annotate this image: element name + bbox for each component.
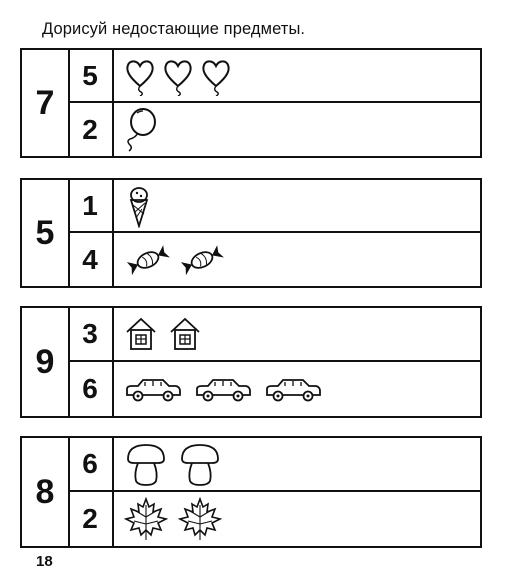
block-total: 8	[22, 438, 70, 546]
row-count: 4	[68, 233, 114, 286]
task-block-2	[20, 178, 482, 288]
row-count: 5	[68, 50, 114, 101]
row-count: 2	[68, 492, 114, 546]
row-items[interactable]	[124, 50, 232, 101]
mushroom-icon	[178, 441, 222, 487]
row-count: 1	[68, 180, 114, 231]
task-row	[68, 438, 480, 492]
task-block-1	[20, 48, 482, 158]
maple-leaf-icon	[178, 497, 222, 541]
row-items[interactable]	[124, 492, 222, 546]
task-row	[68, 308, 480, 362]
task-row	[68, 233, 480, 286]
heart-balloon-icon	[200, 56, 232, 96]
block-total: 7	[22, 50, 70, 156]
row-items[interactable]	[124, 180, 154, 231]
house-icon	[124, 316, 158, 352]
mushroom-icon	[124, 441, 168, 487]
row-count: 3	[68, 308, 114, 360]
maple-leaf-icon	[124, 497, 168, 541]
block-total: 5	[22, 180, 70, 286]
page-number: 18	[36, 553, 53, 570]
task-row	[68, 492, 480, 546]
block-total: 9	[22, 308, 70, 416]
task-block-4	[20, 436, 482, 548]
round-balloon-icon	[124, 107, 158, 153]
row-items[interactable]	[124, 438, 222, 490]
row-count: 2	[68, 103, 114, 156]
worksheet-title: Дорисуй недостающие предметы.	[42, 20, 306, 38]
heart-balloon-icon	[124, 56, 156, 96]
car-icon	[194, 375, 252, 403]
task-row	[68, 50, 480, 103]
row-items[interactable]	[124, 308, 202, 360]
task-row	[68, 180, 480, 233]
row-items[interactable]	[124, 103, 158, 156]
house-icon	[168, 316, 202, 352]
task-row	[68, 362, 480, 416]
row-items[interactable]	[124, 362, 322, 416]
car-icon	[264, 375, 322, 403]
heart-balloon-icon	[162, 56, 194, 96]
wrapped-candy-icon	[124, 242, 172, 278]
row-count: 6	[68, 362, 114, 416]
wrapped-candy-icon	[178, 242, 226, 278]
car-icon	[124, 375, 182, 403]
task-row	[68, 103, 480, 156]
row-count: 6	[68, 438, 114, 490]
ice-cream-cone-icon	[124, 184, 154, 228]
row-items[interactable]	[124, 233, 226, 286]
task-block-3	[20, 306, 482, 418]
